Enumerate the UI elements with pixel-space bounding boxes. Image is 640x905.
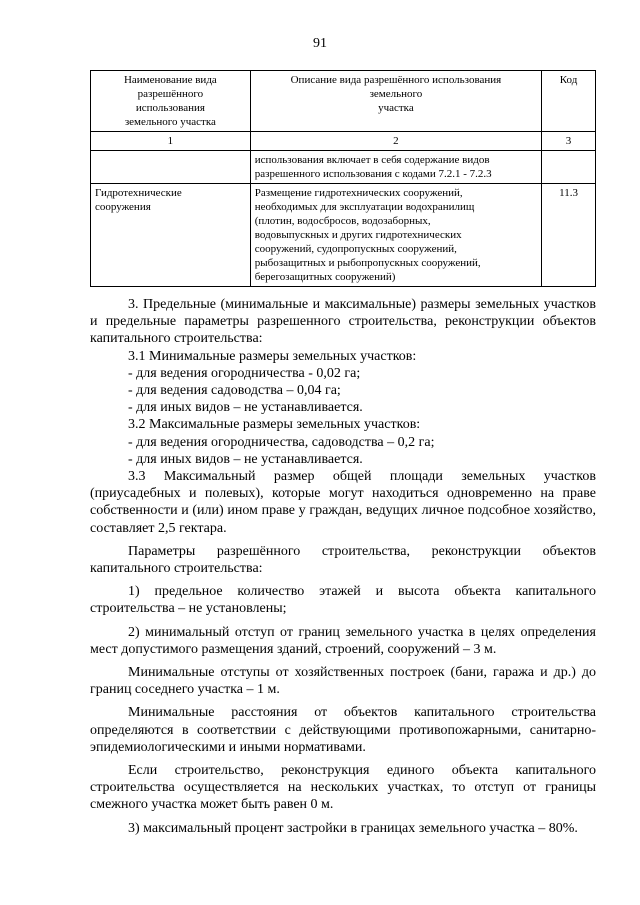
header-description-line: участка (378, 102, 414, 114)
header-description-cell (250, 71, 541, 132)
row-code-cell: 11.3 (542, 184, 596, 287)
description-line: разрешенного использования с кодами 7.2.1 - 7.2.3 (254, 168, 492, 180)
description-line: Размещение гидротехнических сооружений, (254, 187, 463, 199)
list-item: - для иных видов – не устанавливается. (128, 451, 363, 467)
paragraph: 3) максимальный процент застройки в границах земельного участка – 80%. (128, 820, 578, 836)
paragraph: Если строительство, реконструкция единого объекта капитального строительства осуществляется на нескольких участках, то отступ от границы смежного участка может быть равен 0 м. (90, 763, 596, 813)
list-item: - для ведения огородничества, садоводства – 0,2 га; (128, 434, 435, 450)
list-item: - для иных видов – не устанавливается. (128, 400, 363, 416)
description-line: сооружений, судопропускных сооружений, (254, 243, 457, 255)
list-item: - для ведения огородничества - 0,02 га; (128, 365, 361, 381)
description-line: берегозащитных сооружений) (254, 271, 396, 283)
name-line: Гидротехнические (95, 187, 182, 199)
header-name-line: использования (135, 102, 205, 114)
paragraph: Минимальные расстояния от объектов капитального строительства определяются в соответствии с действующими противопожарными, санитарно-эпидемиологическими и иными нормативами. (90, 705, 596, 755)
column-number: 3 (542, 132, 596, 151)
description-line: водовыпускных и других гидротехнических (254, 229, 462, 241)
description-line: (плотин, водосбросов, водозаборных, (254, 215, 431, 227)
paragraph: 3.2 Максимальные размеры земельных участков: (128, 417, 421, 433)
header-name-line: разрешённого (137, 88, 204, 100)
description-line: необходимых для эксплуатации водохранилищ (254, 201, 475, 213)
row-name-cell (91, 151, 251, 184)
header-name-cell (91, 71, 251, 132)
paragraph: 3.3 Максимальный размер общей площади земельных участков (приусадебных и полевых), которые могут находиться одновременно на праве собственности и (или) ином праве у граждан, ведущих личное подсобное хозяйство, составляет 2,5 гектара. (90, 469, 596, 536)
paragraph: Параметры разрешённого строительства, реконструкции объектов капитального строительства: (90, 543, 596, 577)
header-name-line: земельного участка (124, 116, 216, 128)
row-description-cell (250, 184, 541, 287)
table-row (91, 184, 596, 287)
paragraph: 2) минимальный отступ от границ земельного участка в целях определения мест допустимого размещения зданий, строений, сооружений – 3 м. (90, 624, 596, 657)
document-body (90, 296, 596, 837)
table-row (91, 151, 596, 184)
description-line: рыбозащитных и рыбопропускных сооружений, (254, 257, 481, 269)
description-line: использования включает в себя содержание видов (254, 154, 490, 166)
column-number: 2 (250, 132, 541, 151)
land-use-table (90, 70, 596, 287)
paragraph: 3. Предельные (минимальные и максимальные) размеры земельных участков и предельные параметры разрешенного строительства, реконструкции объектов капитального строительства: (90, 297, 596, 347)
row-code-cell (542, 151, 596, 184)
row-description-cell (250, 151, 541, 184)
paragraph: Минимальные отступы от хозяйственных построек (бани, гаража и др.) до границ соседнего участка – 1 м. (90, 665, 596, 698)
name-line: сооружения (95, 201, 151, 213)
header-code-cell: Код (542, 71, 596, 132)
header-description-line: земельного (369, 88, 423, 100)
paragraph: 1) предельное количество этажей и высота объекта капитального строительства – не установлены; (90, 584, 596, 617)
column-number: 1 (91, 132, 251, 151)
table-number-row (91, 132, 596, 151)
header-description-line: Описание вида разрешённого использования (290, 74, 502, 86)
row-name-cell (91, 184, 251, 287)
table-header-row (91, 71, 596, 132)
page-number: 91 (313, 36, 327, 51)
header-name-line: Наименование вида (123, 74, 217, 86)
list-item: - для ведения садоводства – 0,04 га; (128, 383, 341, 399)
paragraph: 3.1 Минимальные размеры земельных участков: (128, 348, 417, 364)
